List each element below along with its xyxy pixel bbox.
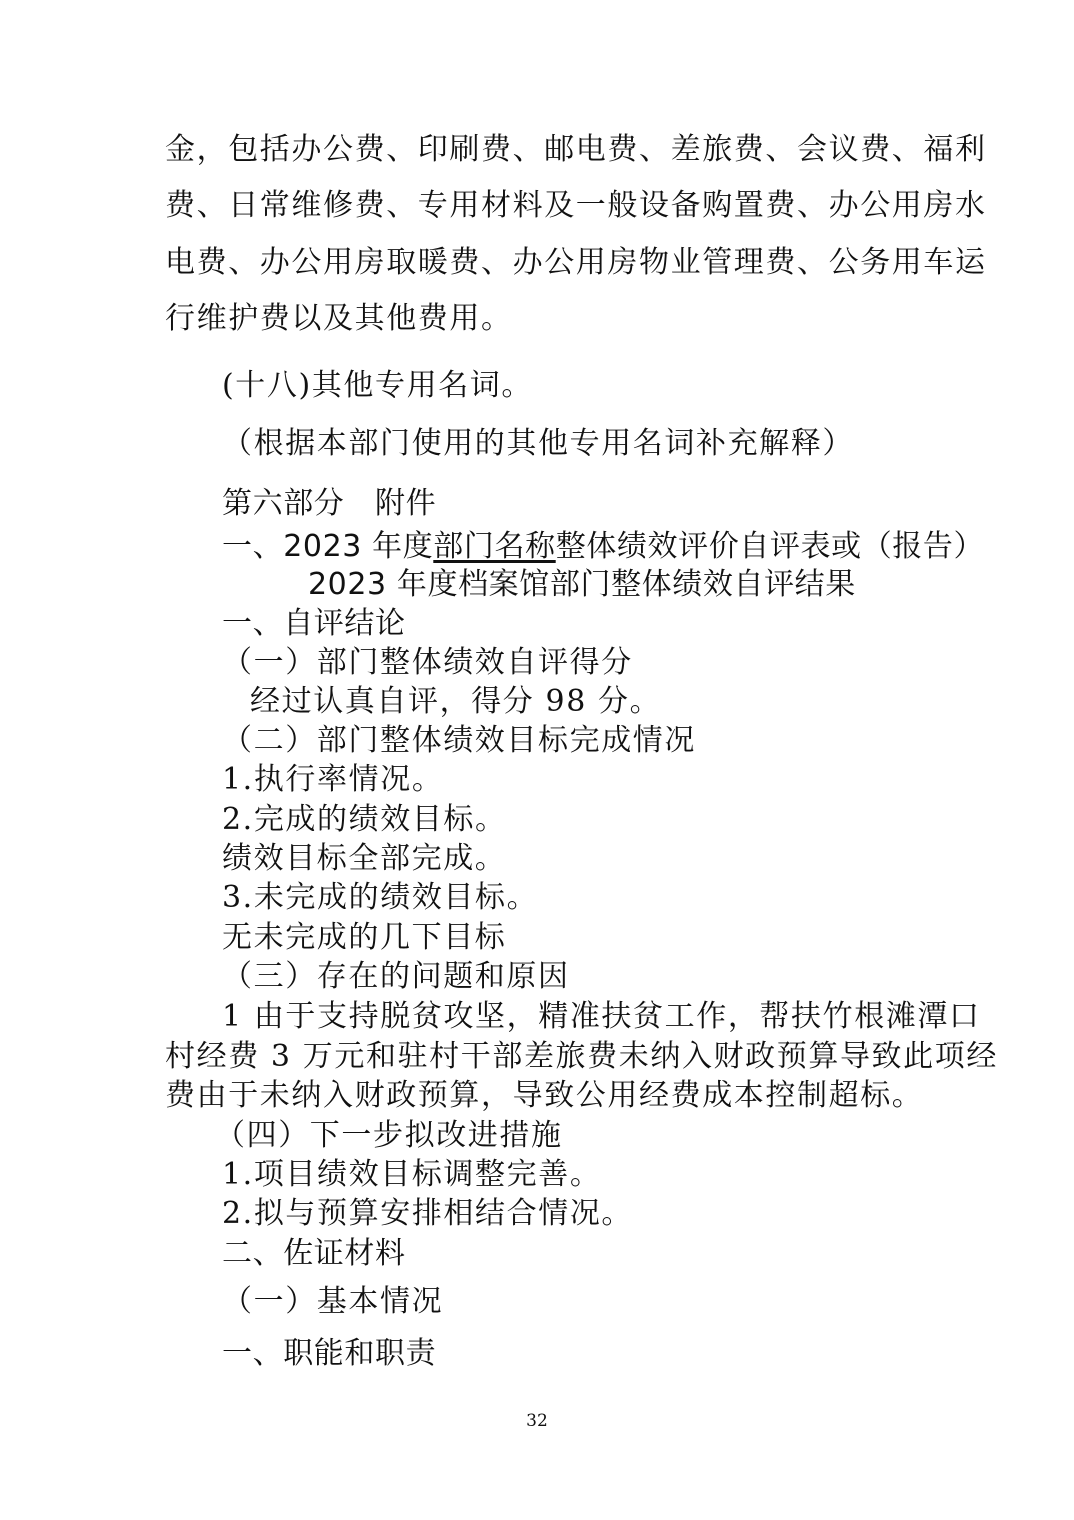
result-title: 2023 年度档案馆部门整体绩效自评结果 [308,567,856,602]
annex-title-suffix: 整体绩效评价自评表或（报告） [555,529,985,564]
list-item: 1.项目绩效目标调整完善。 [222,1157,602,1192]
section-heading: 二、佐证材料 [222,1236,406,1271]
list-item: 无未完成的几下目标 [222,920,507,955]
section-heading: 一、自评结论 [222,606,406,641]
subsection-heading: （二）部门整体绩效目标完成情况 [222,723,696,758]
subsection-heading: （三）存在的问题和原因 [222,959,570,994]
list-item: 2.拟与预算安排相结合情况。 [222,1196,634,1231]
subsection-heading: （四）下一步拟改进措施 [215,1118,563,1153]
annex-title-prefix: 一、2023 年度 [222,529,434,564]
list-item: 1.执行率情况。 [222,762,444,797]
subsection-heading: （一）基本情况 [222,1284,444,1319]
paragraph-line: 村经费 3 万元和驻村干部差旅费未纳入财政预算导致此项经 [165,1039,998,1074]
paragraph-line: 费由于未纳入财政预算，导致公用经费成本控制超标。 [165,1078,924,1113]
paragraph-line: 1 由于支持脱贫攻坚，精准扶贫工作，帮扶竹根滩潭口 [222,999,981,1034]
page-number: 32 [526,1411,548,1431]
list-item: 3.未完成的绩效目标。 [222,880,539,915]
annex-title-placeholder: 部门名称 [433,529,556,564]
list-item: 绩效目标全部完成。 [222,841,507,876]
part-heading: 第六部分 附件 [222,486,437,521]
paragraph-line: 行维护费以及其他费用。 [165,301,513,336]
section-heading: 一、职能和职责 [222,1336,437,1371]
paragraph-line: 费、日常维修费、专用材料及一般设备购置费、办公用房水 [165,188,987,223]
item-heading: (十八)其他专用名词。 [222,368,534,403]
body-text: 经过认真自评，得分 98 分。 [250,684,662,719]
annex-title [222,527,985,567]
subsection-heading: （一）部门整体绩效自评得分 [222,645,633,680]
list-item: 2.完成的绩效目标。 [222,802,507,837]
paragraph-line: 金，包括办公费、印刷费、邮电费、差旅费、会议费、福利 [165,132,987,167]
item-note: （根据本部门使用的其他专用名词补充解释） [222,426,854,461]
paragraph-line: 电费、办公用房取暖费、办公用房物业管理费、公务用车运 [165,245,987,280]
